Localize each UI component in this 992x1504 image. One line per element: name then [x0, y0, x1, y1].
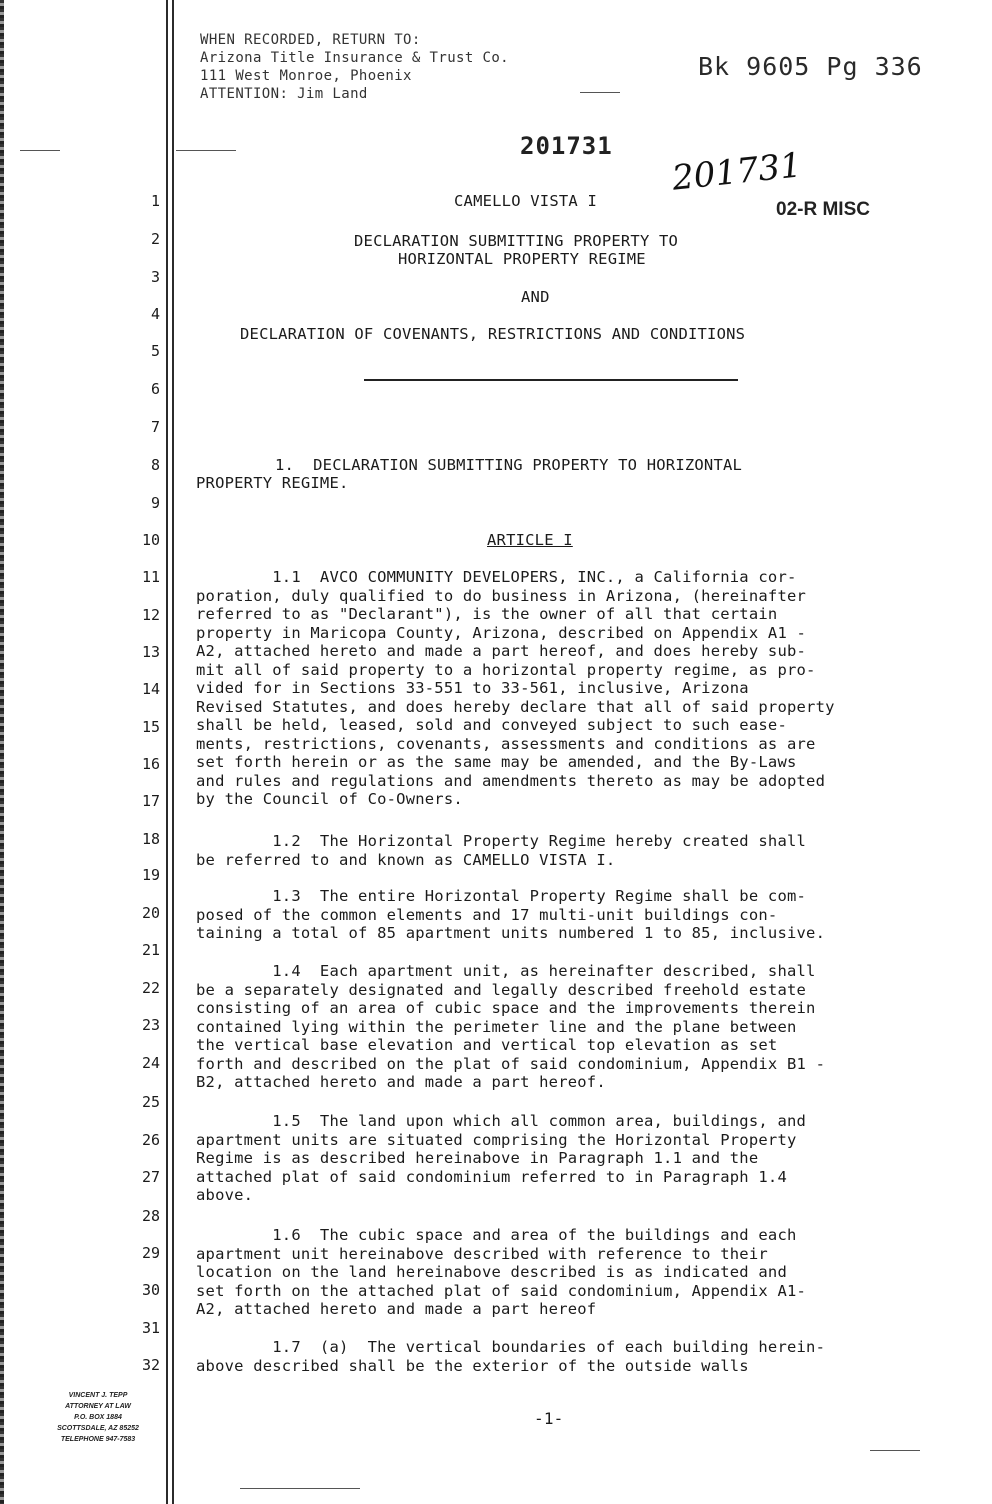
line-number: 24: [141, 1054, 160, 1072]
attorney-line-2: ATTORNEY AT LAW: [65, 1403, 131, 1410]
paragraph-line: forth and described on the plat of said condominium, Appendix B1 -: [196, 1054, 826, 1073]
paragraph-line: ments, restrictions, covenants, assessments and conditions as are: [196, 734, 816, 753]
line-number: 15: [141, 718, 160, 736]
paragraph-line: Regime is as described hereinabove in Paragraph 1.1 and the: [196, 1149, 759, 1167]
title-divider: [364, 379, 738, 381]
line-number: 32: [141, 1356, 160, 1374]
paragraph-line: by the Council of Co-Owners.: [196, 790, 463, 808]
line-number: 30: [141, 1281, 160, 1299]
paragraph-1-2: [196, 832, 806, 869]
misc-stamp: 02-R MISC: [776, 199, 870, 220]
article-heading: ARTICLE I: [487, 531, 573, 549]
paragraph-line: A2, attached hereto and made a part hereof: [196, 1300, 597, 1318]
line-number: 11: [141, 568, 160, 586]
line-number: 22: [141, 979, 160, 997]
line-number: 14: [141, 680, 160, 698]
paragraph-line: attached plat of said condominium referred to in Paragraph 1.4: [196, 1167, 787, 1186]
paragraph-line: A2, attached hereto and made a part hereof, and does hereby sub-: [196, 642, 807, 660]
line-number: 5: [150, 342, 160, 360]
line-number: 18: [141, 830, 160, 848]
line-number: 26: [141, 1131, 160, 1149]
paragraph-line: vided for in Sections 33-551 to 33-561, inclusive, Arizona: [196, 679, 749, 697]
paragraph-line: 1.6 The cubic space and area of the buildings and each: [196, 1226, 797, 1244]
recording-line-2: Arizona Title Insurance & Trust Co.: [200, 50, 510, 66]
recording-block: [200, 31, 509, 103]
paragraph-1-7: [196, 1338, 825, 1375]
paragraph-line: property in Maricopa County, Arizona, described on Appendix A1 -: [196, 623, 807, 642]
paragraph-line: 1.1 AVCO COMMUNITY DEVELOPERS, INC., a California cor-: [196, 568, 797, 586]
paragraph-line: consisting of an area of cubic space and the improvements therein: [196, 999, 816, 1017]
doc-title-line2: HORIZONTAL PROPERTY REGIME: [398, 250, 646, 268]
scan-speck: [580, 92, 620, 93]
margin-rule-left-inner: [172, 0, 174, 1504]
line-number: 13: [141, 643, 160, 661]
paragraph-line: 1.7 (a) The vertical boundaries of each building herein-: [196, 1338, 826, 1356]
paragraph-line: posed of the common elements and 17 multi-unit buildings con-: [196, 905, 778, 924]
doc-title-line1: DECLARATION SUBMITTING PROPERTY TO: [354, 232, 679, 250]
document-number: 201731: [520, 132, 613, 160]
line-number: 2: [150, 230, 160, 248]
attorney-line-3: P.O. BOX 1884: [74, 1414, 122, 1421]
paragraph-line: 1.2 The Horizontal Property Regime hereby created shall: [196, 832, 807, 850]
paragraph-line: poration, duly qualified to do business in Arizona, (hereinafter: [196, 586, 807, 605]
line-number: 28: [141, 1207, 160, 1225]
line-number: 29: [141, 1244, 160, 1262]
paragraph-line: be a separately designated and legally described freehold estate: [196, 980, 807, 999]
page-number: -1-: [534, 1409, 564, 1428]
paragraph-line: apartment units are situated comprising the Horizontal Property: [196, 1130, 797, 1149]
section-heading-line1: 1. DECLARATION SUBMITTING PROPERTY TO HORIZONTAL: [275, 456, 743, 474]
attorney-line-5: TELEPHONE 947-7583: [60, 1436, 136, 1443]
paragraph-1-3: [196, 887, 825, 943]
line-number: 6: [150, 380, 160, 398]
paragraph-line: B2, attached hereto and made a part hereof.: [196, 1073, 606, 1091]
paragraph-line: and rules and regulations and amendments thereto as may be adopted: [196, 771, 826, 790]
doc-title-and: AND: [521, 288, 550, 306]
paragraph-line: location on the land hereinabove described is as indicated and: [196, 1263, 787, 1281]
scan-speck: [240, 1488, 360, 1489]
recording-line-3: 111 West Monroe, Phoenix: [200, 68, 412, 84]
scan-speck: [20, 150, 60, 151]
line-number: 21: [141, 941, 160, 959]
paragraph-line: mit all of said property to a horizontal property regime, as pro-: [196, 660, 816, 679]
paragraph-1-6: [196, 1226, 806, 1319]
scan-speck: [176, 150, 236, 151]
margin-rule-left: [166, 0, 168, 1504]
paragraph-line: Revised Statutes, and does hereby declare that all of said property: [196, 697, 835, 716]
paragraph-line: set forth herein or as the same may be amended, and the By-Laws: [196, 753, 797, 771]
paragraph-line: taining a total of 85 apartment units numbered 1 to 85, inclusive.: [196, 924, 826, 942]
section-heading-line2: PROPERTY REGIME.: [196, 474, 349, 492]
paragraph-line: 1.5 The land upon which all common area, buildings, and: [196, 1112, 807, 1130]
recording-line-4: ATTENTION: Jim Land: [200, 86, 368, 102]
line-number: 20: [141, 904, 160, 922]
paragraph-1-4: [196, 962, 825, 1092]
paragraph-line: above described shall be the exterior of the outside walls: [196, 1356, 749, 1375]
line-number: 23: [141, 1016, 160, 1034]
paragraph-line: referred to as "Declarant"), is the owner of all that certain: [196, 605, 778, 623]
paragraph-line: above.: [196, 1186, 254, 1204]
scan-speck: [870, 1450, 920, 1451]
line-number: 1: [150, 192, 160, 210]
book-page-stamp: Bk 9605 Pg 336: [698, 52, 923, 81]
attorney-line-1: VINCENT J. TEPP: [68, 1392, 128, 1399]
line-number: 10: [141, 531, 160, 549]
line-number: 27: [141, 1168, 160, 1186]
paragraph-line: 1.3 The entire Horizontal Property Regime shall be com-: [196, 887, 807, 905]
line-number: 12: [141, 606, 160, 624]
attorney-line-4: SCOTTSDALE, AZ 85252: [57, 1425, 139, 1432]
line-number: 7: [150, 418, 160, 436]
line-number: 9: [150, 494, 160, 512]
attorney-block: [38, 1390, 158, 1445]
line-number: 25: [141, 1093, 160, 1111]
line-number: 19: [141, 866, 160, 884]
line-number: 17: [141, 792, 160, 810]
paragraph-line: set forth on the attached plat of said condominium, Appendix A1-: [196, 1281, 807, 1300]
line-number: 31: [141, 1319, 160, 1337]
line-number: 8: [150, 456, 160, 474]
doc-title-name: CAMELLO VISTA I: [454, 192, 597, 210]
paragraph-line: apartment unit hereinabove described with reference to their: [196, 1244, 768, 1263]
recording-line-1: WHEN RECORDED, RETURN TO:: [200, 32, 421, 48]
scan-edge: [0, 0, 4, 1504]
paragraph-line: shall be held, leased, sold and conveyed subject to such ease-: [196, 716, 787, 734]
handwritten-number: 201731: [670, 145, 804, 199]
paragraph-1-1: [196, 568, 835, 809]
line-number: 16: [141, 755, 160, 773]
paragraph-1-5: [196, 1112, 806, 1205]
paragraph-line: contained lying within the perimeter line and the plane between: [196, 1017, 797, 1036]
paragraph-line: the vertical base elevation and vertical top elevation as set: [196, 1036, 778, 1054]
doc-title-line3: DECLARATION OF COVENANTS, RESTRICTIONS AND CONDITIONS: [240, 325, 746, 343]
paragraph-line: 1.4 Each apartment unit, as hereinafter described, shall: [196, 962, 816, 980]
line-number: 3: [150, 268, 160, 286]
line-number: 4: [150, 305, 160, 323]
paragraph-line: be referred to and known as CAMELLO VISTA I.: [196, 850, 616, 869]
